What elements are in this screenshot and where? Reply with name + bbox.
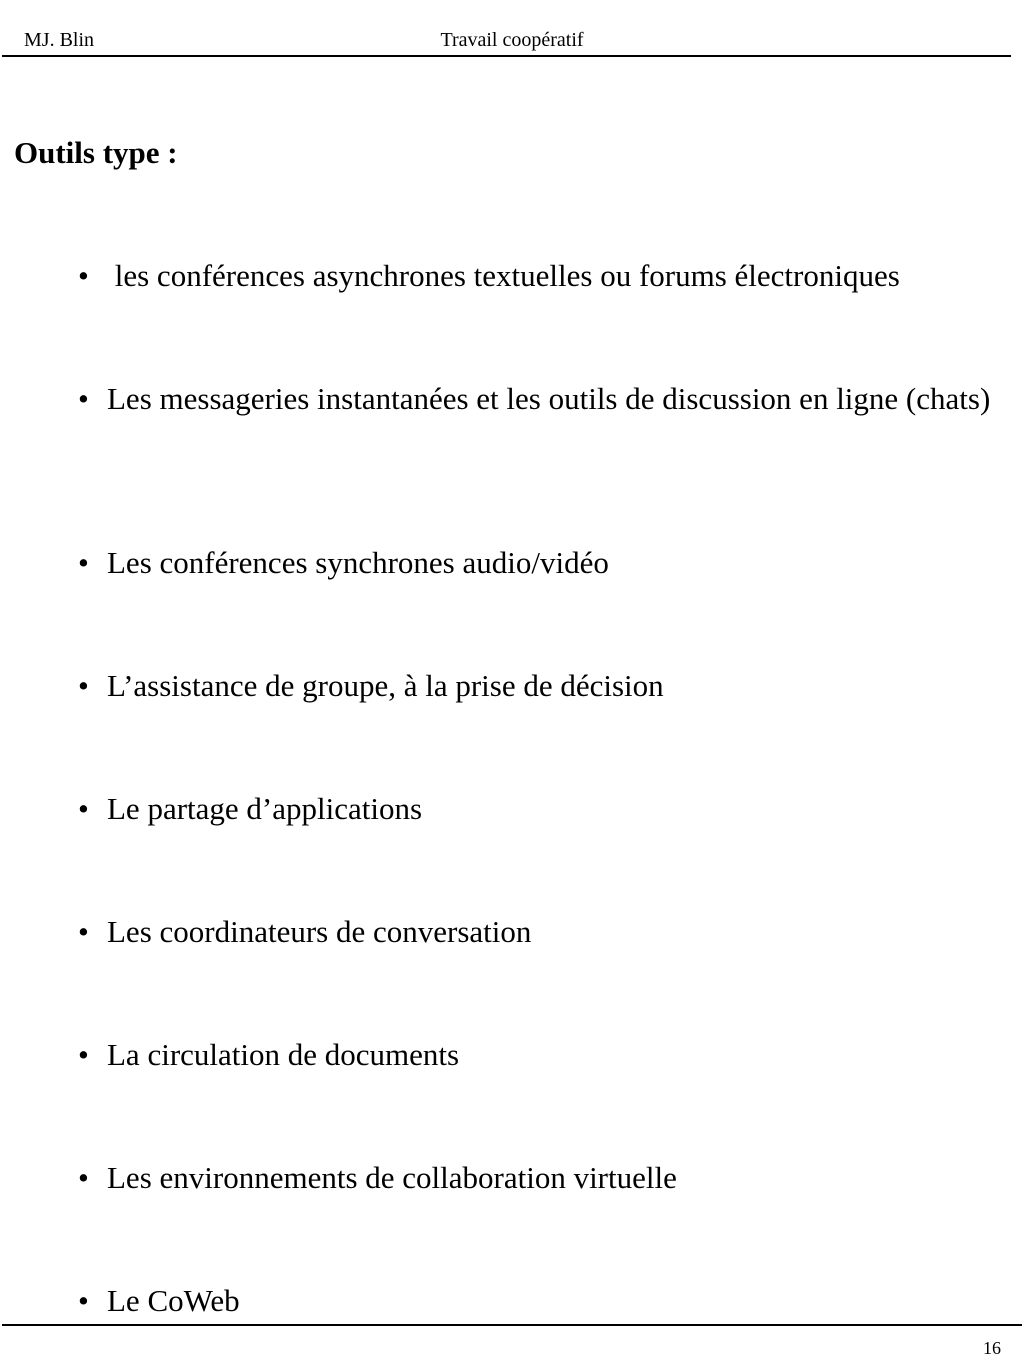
list-item	[78, 912, 998, 952]
bullet-icon: •	[78, 258, 89, 293]
list-item-text: les conférences asynchrones textuelles ou forums électroniques	[107, 258, 900, 293]
page-number: 16	[983, 1338, 1001, 1358]
bullet-icon: •	[78, 1037, 89, 1072]
footer-divider	[2, 1324, 1022, 1326]
list-item	[78, 256, 998, 296]
header-title: Travail coopératif	[440, 29, 584, 51]
bullet-icon: •	[78, 914, 89, 949]
list-item-text: Les environnements de collaboration virtuelle	[107, 1160, 677, 1195]
bullet-icon: •	[78, 1160, 89, 1195]
list-item-text: Les coordinateurs de conversation	[107, 914, 532, 949]
bullet-icon: •	[78, 545, 89, 580]
list-item	[78, 1158, 998, 1198]
bullet-icon: •	[78, 381, 89, 416]
list-item-text: L’assistance de groupe, à la prise de décision	[107, 668, 664, 703]
list-item-text: Le partage d’applications	[107, 791, 423, 826]
list-item	[78, 666, 998, 706]
list-item-text: Les messageries instantanées et les outils de discussion en ligne (chats)	[107, 381, 991, 416]
list-item	[78, 1281, 998, 1321]
bullet-icon: •	[78, 1283, 89, 1318]
section-heading: Outils type :	[14, 135, 178, 170]
bullet-icon: •	[78, 791, 89, 826]
list-item-text: La circulation de documents	[107, 1037, 460, 1072]
list-item	[78, 1035, 998, 1075]
list-item-text: Les conférences synchrones audio/vidéo	[107, 545, 609, 580]
bullet-icon: •	[78, 668, 89, 703]
list-item	[78, 543, 998, 583]
list-item	[78, 379, 998, 419]
list-item-text: Le CoWeb	[107, 1283, 240, 1318]
list-item	[78, 789, 998, 829]
header-author: MJ. Blin	[24, 29, 95, 51]
